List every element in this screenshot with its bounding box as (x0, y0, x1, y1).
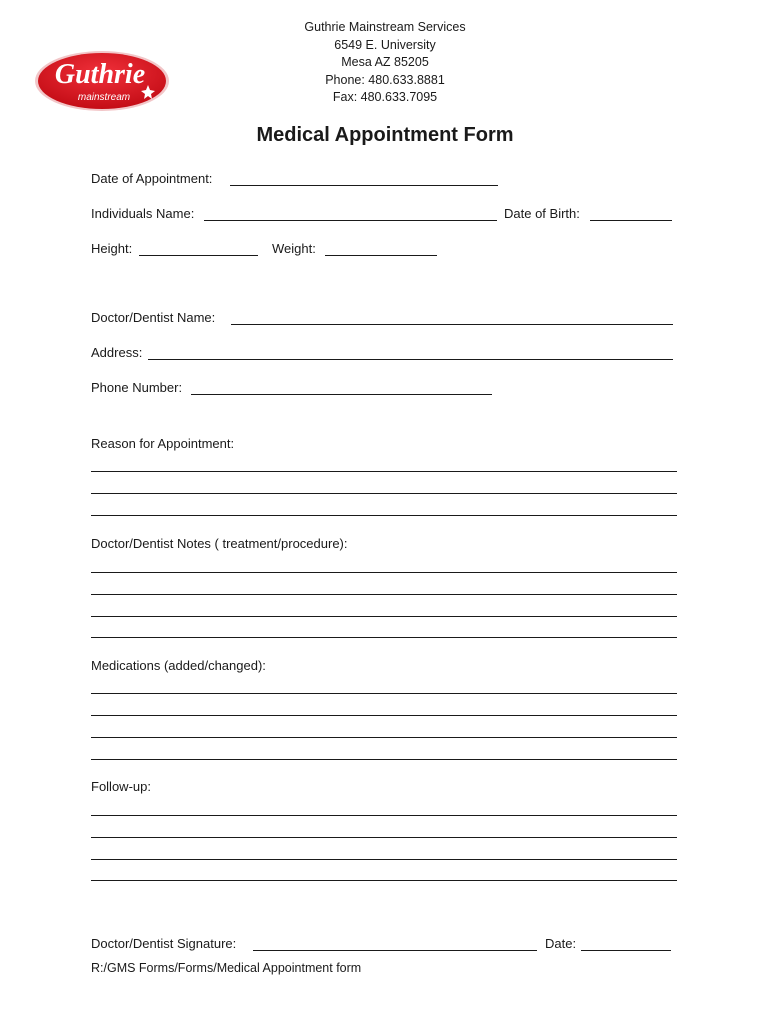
phone-number-field[interactable] (191, 394, 492, 395)
reason-line[interactable] (91, 493, 677, 494)
follow-up-line[interactable] (91, 859, 677, 860)
address-field[interactable] (148, 359, 673, 360)
medications-label: Medications (added/changed): (91, 658, 266, 673)
org-city: Mesa AZ 85205 (341, 55, 429, 69)
individuals-name-label: Individuals Name: (91, 206, 195, 221)
address-label: Address: (91, 345, 143, 360)
doctor-name-field[interactable] (231, 324, 673, 325)
logo-subtext: mainstream (77, 92, 131, 103)
individuals-name-field[interactable] (204, 220, 497, 221)
notes-line[interactable] (91, 637, 677, 638)
org-address-block (230, 19, 540, 107)
signature-label: Doctor/Dentist Signature: (91, 936, 237, 951)
follow-up-line[interactable] (91, 880, 677, 881)
org-phone: Phone: 480.633.8881 (325, 72, 445, 87)
medications-line[interactable] (91, 759, 677, 760)
signature-field[interactable] (253, 950, 537, 951)
logo-text: Guthrie (54, 59, 146, 90)
date-field[interactable] (581, 950, 671, 951)
follow-up-label: Follow-up: (91, 779, 151, 794)
date-of-birth-label: Date of Birth: (504, 206, 580, 221)
date-of-appointment-field[interactable] (230, 185, 498, 186)
medications-line[interactable] (91, 693, 677, 694)
notes-line[interactable] (91, 616, 677, 617)
notes-label: Doctor/Dentist Notes ( treatment/procedure): (91, 536, 348, 551)
medications-line[interactable] (91, 737, 677, 738)
date-of-birth-field[interactable] (590, 220, 672, 221)
weight-field[interactable] (325, 255, 437, 256)
follow-up-line[interactable] (91, 837, 677, 838)
reason-line[interactable] (91, 471, 677, 472)
notes-line[interactable] (91, 572, 677, 573)
date-of-appointment-label: Date of Appointment: (91, 171, 213, 186)
org-street: 6549 E. University (334, 37, 436, 52)
weight-label: Weight: (272, 241, 316, 256)
reason-label: Reason for Appointment: (91, 436, 235, 451)
follow-up-line[interactable] (91, 815, 677, 816)
height-label: Height: (91, 241, 133, 256)
medications-line[interactable] (91, 715, 677, 716)
page-title: Medical Appointment Form (256, 124, 514, 146)
reason-line[interactable] (91, 515, 677, 516)
height-field[interactable] (139, 255, 258, 256)
notes-line[interactable] (91, 594, 677, 595)
footer-file-path: R:/GMS Forms/Forms/Medical Appointment form (91, 961, 362, 975)
doctor-name-label: Doctor/Dentist Name: (91, 310, 216, 325)
phone-number-label: Phone Number: (91, 380, 183, 395)
date-label: Date: (545, 936, 577, 951)
org-name: Guthrie Mainstream Services (304, 20, 466, 34)
org-fax: Fax: 480.633.7095 (332, 90, 438, 104)
guthrie-logo (34, 50, 170, 112)
